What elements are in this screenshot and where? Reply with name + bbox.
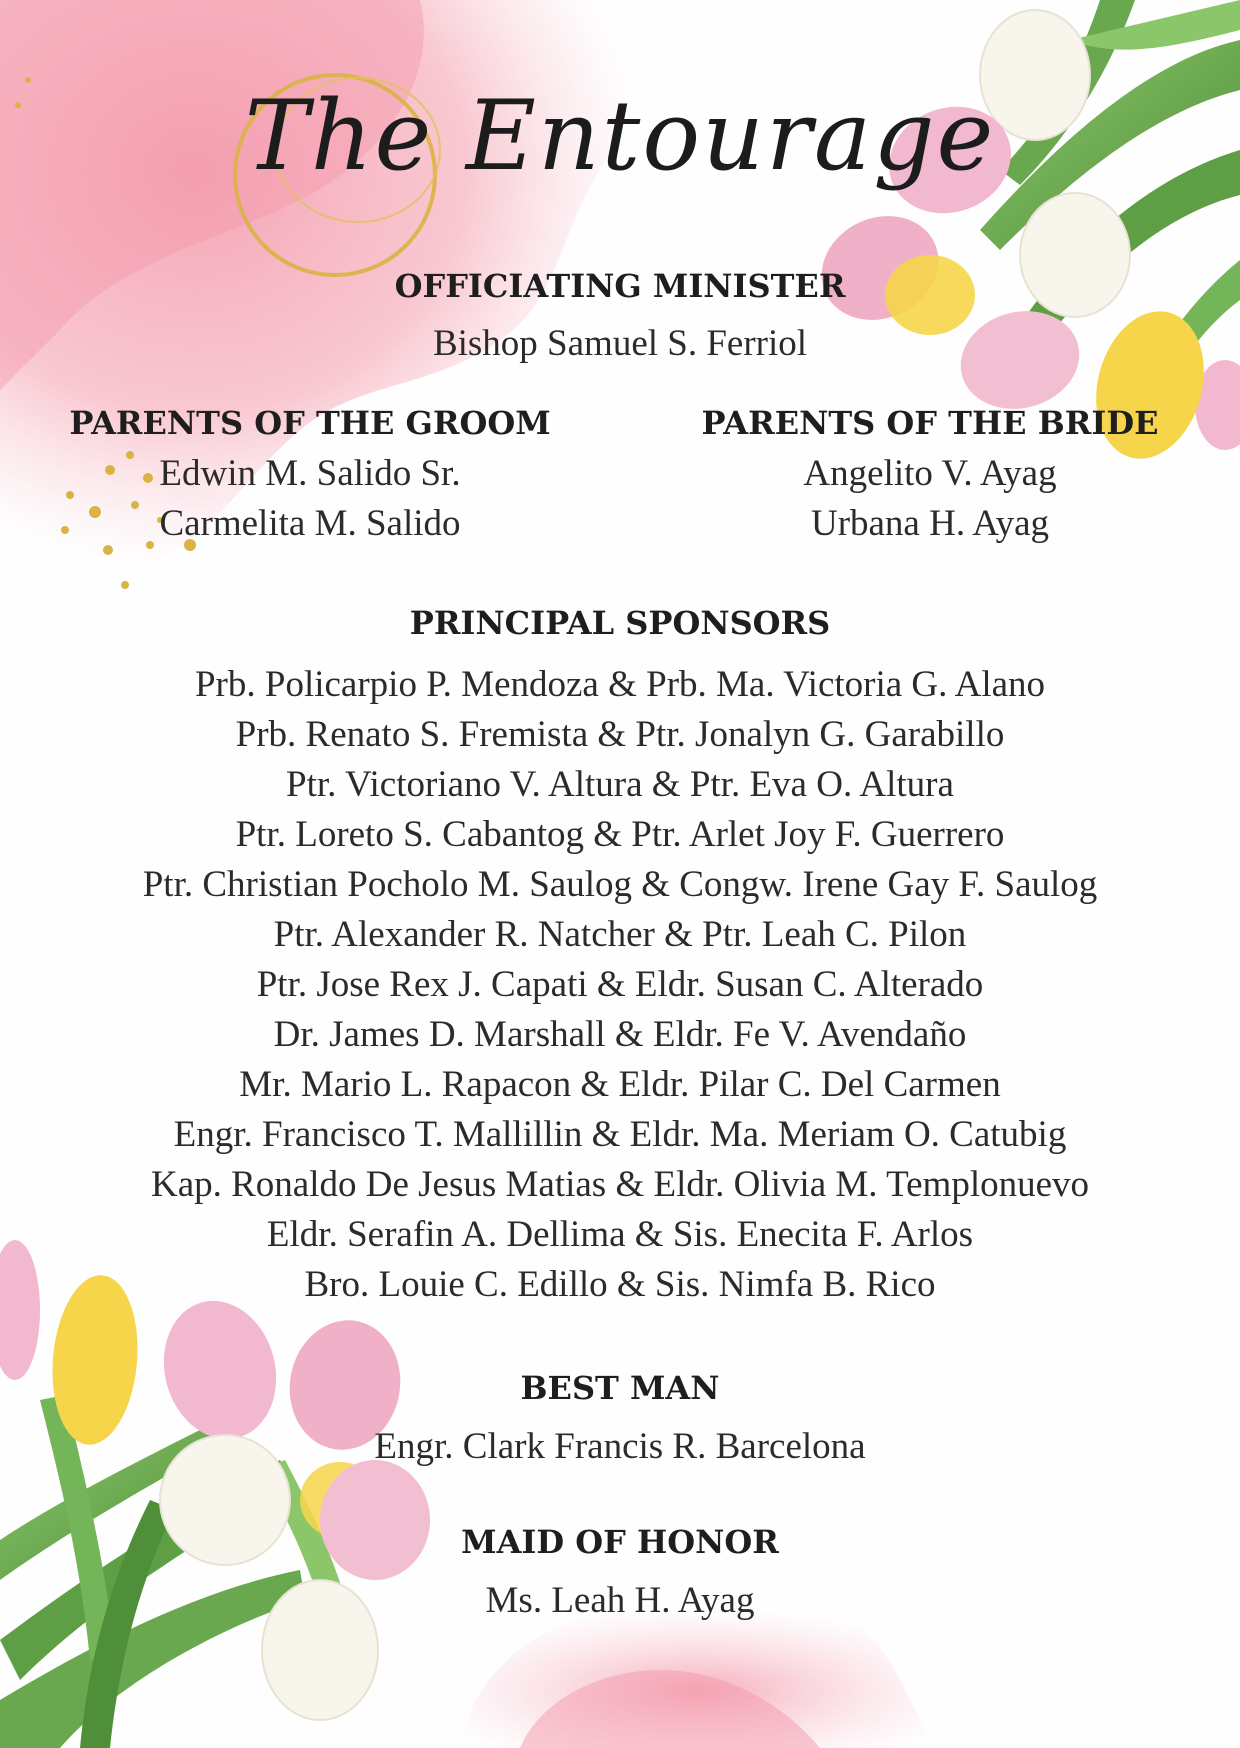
sponsor-pair: Ptr. Victoriano V. Altura & Ptr. Eva O. Altura bbox=[286, 764, 954, 805]
watercolor-bottom bbox=[460, 1605, 935, 1748]
bride-parents-heading: PARENTS OF THE BRIDE bbox=[701, 404, 1159, 442]
bride-parent-name: Angelito V. Ayag bbox=[803, 453, 1057, 494]
best-man-heading: BEST MAN bbox=[520, 1369, 720, 1407]
page-title: The Entourage bbox=[244, 80, 996, 192]
sponsor-pair: Mr. Mario L. Rapacon & Eldr. Pilar C. Del Carmen bbox=[239, 1064, 1001, 1105]
sponsor-pair: Prb. Policarpio P. Mendoza & Prb. Ma. Victoria G. Alano bbox=[194, 664, 1046, 705]
sponsor-pair: Ptr. Loreto S. Cabantog & Ptr. Arlet Joy F. Guerrero bbox=[235, 814, 1005, 855]
groom-parent-name: Carmelita M. Salido bbox=[159, 503, 461, 544]
officiating-minister-name: Bishop Samuel S. Ferriol bbox=[432, 323, 808, 364]
principal-sponsors-list bbox=[0, 666, 1240, 1316]
groom-parents-heading: PARENTS OF THE GROOM bbox=[69, 404, 551, 442]
tulip-bouquet-top-right bbox=[804, 0, 1240, 471]
groom-parent-name: Edwin M. Salido Sr. bbox=[159, 453, 461, 494]
sponsor-pair: Prb. Renato S. Fremista & Ptr. Jonalyn G. Garabillo bbox=[235, 714, 1005, 755]
sponsor-pair: Engr. Francisco T. Mallillin & Eldr. Ma. Meriam O. Catubig bbox=[173, 1114, 1067, 1155]
principal-sponsors-heading: PRINCIPAL SPONSORS bbox=[409, 604, 831, 642]
sponsor-pair: Ptr. Jose Rex J. Capati & Eldr. Susan C. Alterado bbox=[256, 964, 984, 1005]
best-man-name: Engr. Clark Francis R. Barcelona bbox=[374, 1426, 866, 1467]
sponsor-pair: Ptr. Christian Pocholo M. Saulog & Congw. Irene Gay F. Saulog bbox=[142, 864, 1098, 905]
sponsor-pair: Dr. James D. Marshall & Eldr. Fe V. Avendaño bbox=[273, 1014, 967, 1055]
sponsor-pair: Bro. Louie C. Edillo & Sis. Nimfa B. Rico bbox=[304, 1264, 936, 1305]
bride-parent-name: Urbana H. Ayag bbox=[810, 503, 1050, 544]
tulip-bouquet-bottom-left bbox=[0, 1240, 430, 1748]
officiating-minister-heading: OFFICIATING MINISTER bbox=[394, 267, 846, 305]
maid-of-honor-heading: MAID OF HONOR bbox=[461, 1523, 779, 1561]
sponsor-pair: Eldr. Serafin A. Dellima & Sis. Enecita F. Arlos bbox=[266, 1214, 974, 1255]
sponsor-pair: Ptr. Alexander R. Natcher & Ptr. Leah C. Pilon bbox=[273, 914, 967, 955]
maid-of-honor-name: Ms. Leah H. Ayag bbox=[485, 1580, 755, 1621]
sponsor-pair: Kap. Ronaldo De Jesus Matias & Eldr. Olivia M. Templonuevo bbox=[150, 1164, 1090, 1205]
